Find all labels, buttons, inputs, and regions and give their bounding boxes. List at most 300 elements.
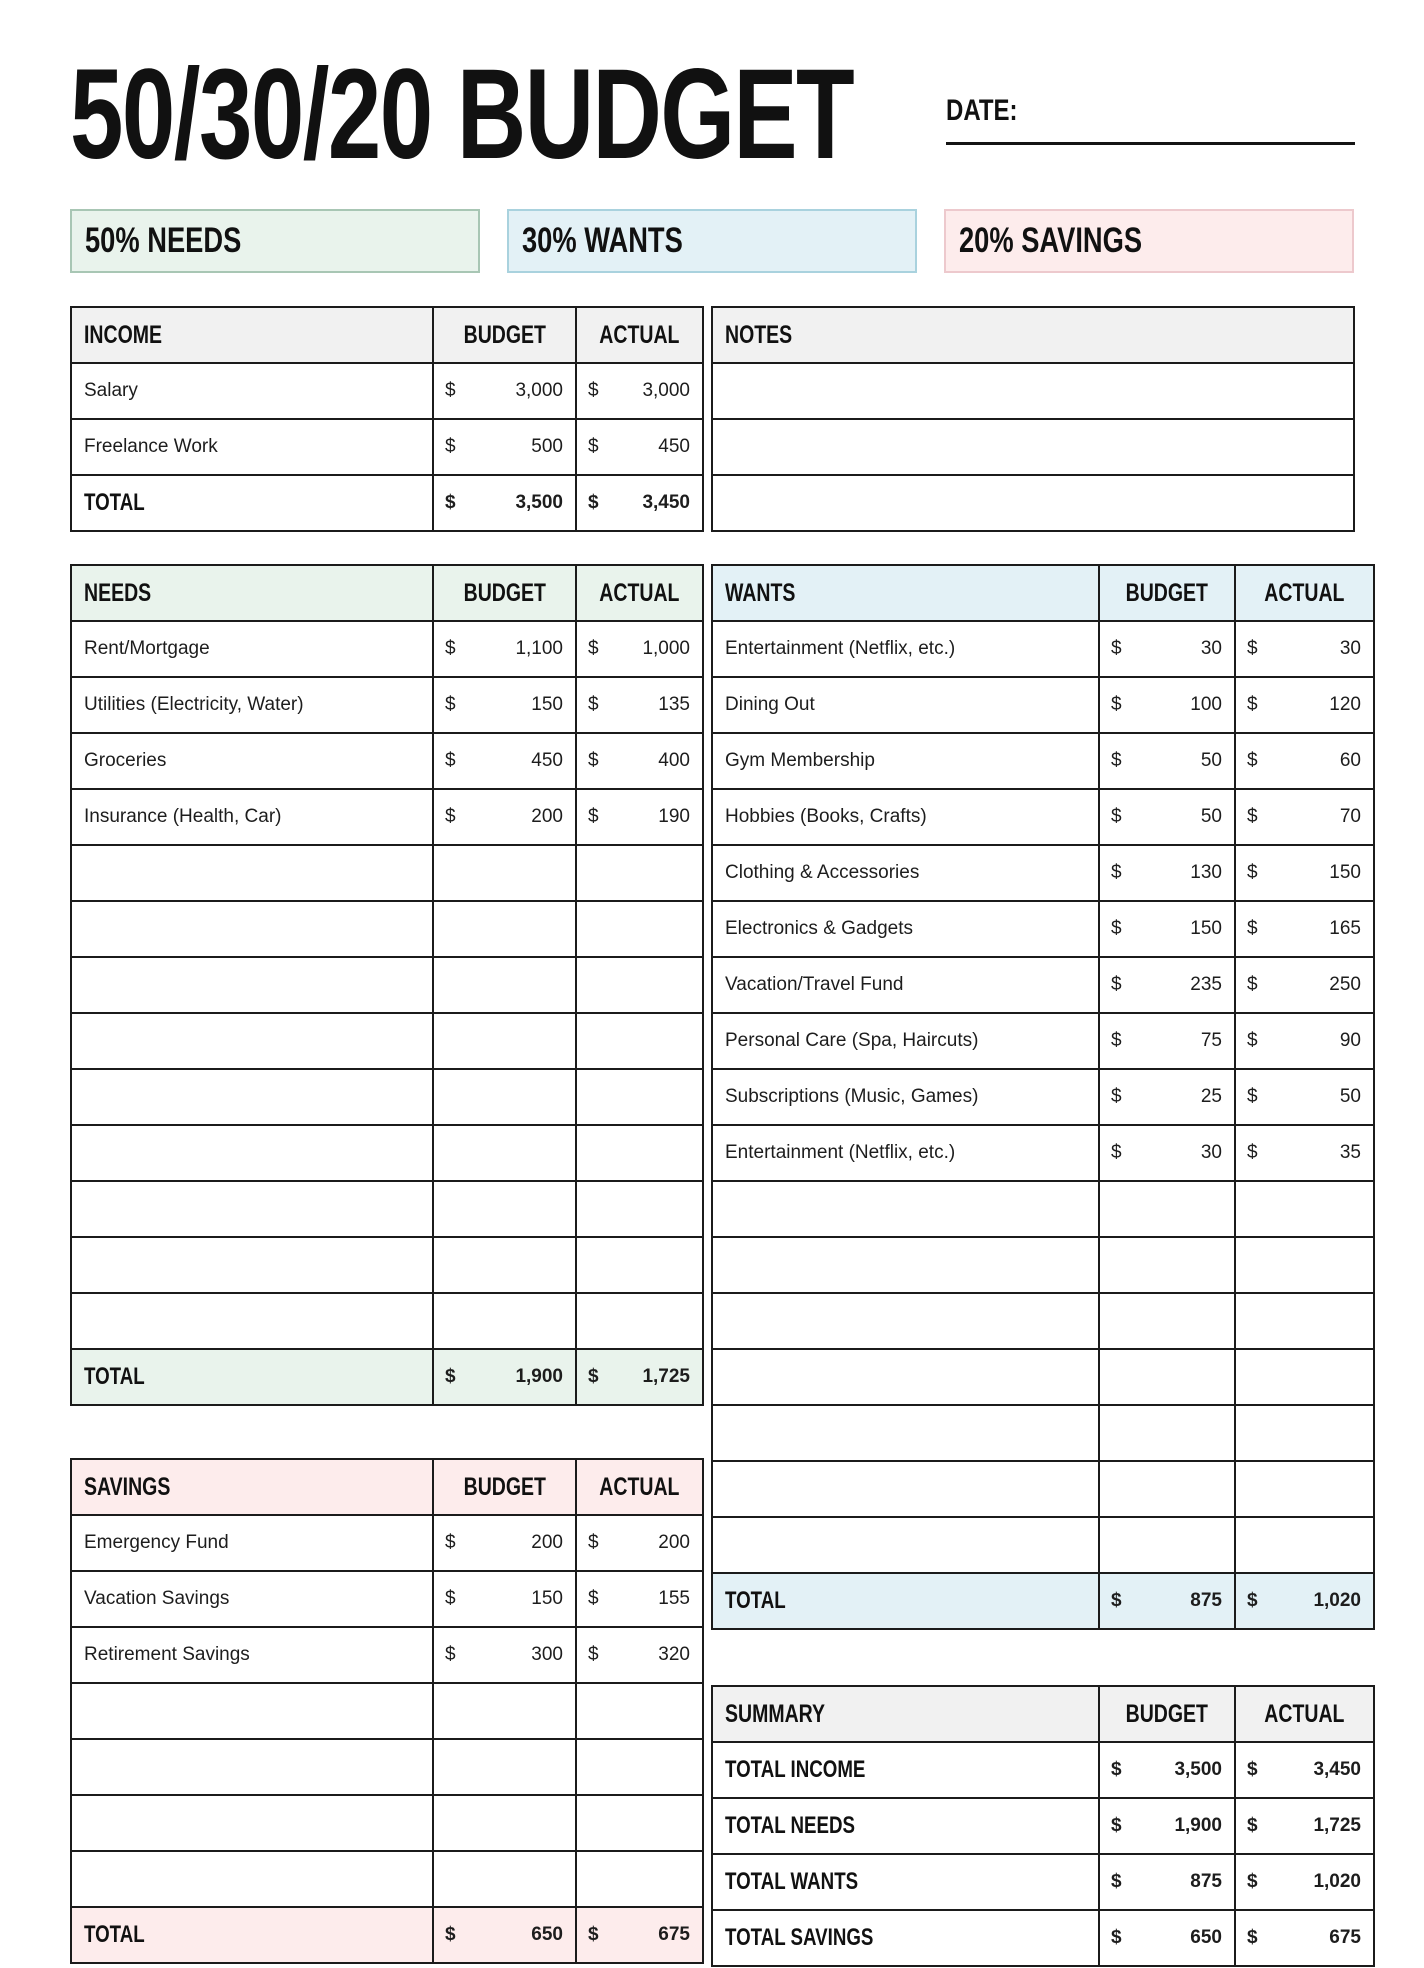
currency-symbol: $ xyxy=(445,492,456,513)
amount-value: 650 xyxy=(1190,1927,1222,1948)
amount-value: 450 xyxy=(658,436,690,457)
row-label-cell xyxy=(712,677,1099,733)
savings-badge xyxy=(944,209,1354,273)
actual-amount-cell xyxy=(576,621,703,677)
savings-badge-label: 20% SAVINGS xyxy=(959,221,1143,260)
row-label: Subscriptions (Music, Games) xyxy=(725,1086,979,1107)
amount-value: 150 xyxy=(1190,918,1222,939)
total-row xyxy=(71,475,703,531)
empty-budget-cell xyxy=(1099,1181,1235,1237)
currency-symbol: $ xyxy=(1247,1030,1258,1051)
row-label-cell xyxy=(712,901,1099,957)
data-row xyxy=(71,363,703,419)
actual-amount-cell xyxy=(1235,1013,1374,1069)
total-label-cell xyxy=(71,475,433,531)
table-header-row xyxy=(712,565,1374,621)
category-badges xyxy=(70,209,1355,273)
data-row xyxy=(71,677,703,733)
summary-label: TOTAL NEEDS xyxy=(725,1812,856,1839)
currency-symbol: $ xyxy=(588,694,599,715)
sheet-header xyxy=(70,43,1355,209)
row-label-cell xyxy=(712,789,1099,845)
empty-actual-cell xyxy=(1235,1181,1374,1237)
empty-actual-cell xyxy=(1235,1237,1374,1293)
amount-value: 75 xyxy=(1200,1030,1222,1051)
table-title: NOTES xyxy=(725,320,793,349)
currency-symbol: $ xyxy=(1247,974,1258,995)
empty-row xyxy=(712,1349,1374,1405)
actual-amount-cell xyxy=(1235,957,1374,1013)
amount-value: 1,725 xyxy=(642,1366,690,1387)
data-row xyxy=(712,733,1374,789)
empty-budget-cell xyxy=(433,1237,576,1293)
budget-amount-cell xyxy=(1099,621,1235,677)
empty-budget-cell xyxy=(433,1013,576,1069)
total-label: TOTAL xyxy=(84,1363,145,1390)
empty-label-cell xyxy=(71,1795,433,1851)
empty-actual-cell xyxy=(576,957,703,1013)
actual-amount-cell xyxy=(1235,1910,1374,1966)
row-label-cell xyxy=(71,789,433,845)
empty-actual-cell xyxy=(576,1683,703,1739)
currency-symbol: $ xyxy=(1247,1871,1258,1892)
currency-symbol: $ xyxy=(588,806,599,827)
actual-amount-cell xyxy=(576,1349,703,1405)
empty-label-cell xyxy=(712,1405,1099,1461)
budget-amount-cell xyxy=(433,363,576,419)
amount-value: 120 xyxy=(1329,694,1361,715)
currency-symbol: $ xyxy=(1247,1815,1258,1836)
budget-amount-cell xyxy=(1099,1854,1235,1910)
row-label: Vacation Savings xyxy=(84,1588,230,1609)
row-label: Retirement Savings xyxy=(84,1644,250,1665)
empty-actual-cell xyxy=(576,1013,703,1069)
date-field xyxy=(946,94,1355,145)
summary-label-cell xyxy=(712,1742,1099,1798)
amount-value: 320 xyxy=(658,1644,690,1665)
empty-label-cell xyxy=(71,1013,433,1069)
needs-badge xyxy=(70,209,480,273)
empty-row xyxy=(712,1461,1374,1517)
amount-value: 70 xyxy=(1339,806,1361,827)
currency-symbol: $ xyxy=(445,1924,456,1945)
amount-value: 1,020 xyxy=(1313,1590,1361,1611)
data-row xyxy=(71,1515,703,1571)
empty-actual-cell xyxy=(576,1069,703,1125)
budget-header: BUDGET xyxy=(463,1472,546,1501)
amount-value: 450 xyxy=(531,750,563,771)
budget-header-cell xyxy=(1099,1686,1235,1742)
empty-label-cell xyxy=(712,1181,1099,1237)
row-label-cell xyxy=(71,621,433,677)
budget-header: BUDGET xyxy=(1125,578,1209,607)
data-row xyxy=(712,901,1374,957)
total-label: TOTAL xyxy=(725,1587,786,1614)
empty-budget-cell xyxy=(1099,1293,1235,1349)
notes-empty-cell xyxy=(712,363,1354,419)
budget-amount-cell xyxy=(1099,901,1235,957)
wants-badge-label: 30% WANTS xyxy=(522,221,683,260)
summary-label: TOTAL INCOME xyxy=(725,1756,866,1783)
empty-row xyxy=(71,901,703,957)
actual-header: ACTUAL xyxy=(599,1472,680,1501)
budget-header-cell xyxy=(433,1459,576,1515)
amount-value: 30 xyxy=(1339,638,1361,659)
table-header-row xyxy=(71,1459,703,1515)
empty-row xyxy=(71,1069,703,1125)
actual-amount-cell xyxy=(576,363,703,419)
amount-value: 200 xyxy=(658,1532,690,1553)
actual-header: ACTUAL xyxy=(1264,578,1345,607)
amount-value: 150 xyxy=(531,1588,563,1609)
row-label-cell xyxy=(71,1571,433,1627)
actual-amount-cell xyxy=(1235,733,1374,789)
needs-badge-label: 50% NEEDS xyxy=(85,221,242,260)
left-column xyxy=(70,306,690,1967)
actual-amount-cell xyxy=(576,1515,703,1571)
table-title: INCOME xyxy=(84,320,162,349)
actual-amount-cell xyxy=(1235,1854,1374,1910)
date-label: DATE: xyxy=(946,94,1018,127)
empty-row xyxy=(71,1795,703,1851)
empty-row xyxy=(71,1125,703,1181)
right-column xyxy=(711,306,1361,1967)
currency-symbol: $ xyxy=(1247,694,1258,715)
empty-label-cell xyxy=(712,1517,1099,1573)
actual-amount-cell xyxy=(576,475,703,531)
empty-budget-cell xyxy=(433,1683,576,1739)
row-label-cell xyxy=(712,733,1099,789)
table-title-cell xyxy=(712,1686,1099,1742)
row-label-cell xyxy=(71,733,433,789)
currency-symbol: $ xyxy=(445,1366,456,1387)
budget-amount-cell xyxy=(433,733,576,789)
budget-amount-cell xyxy=(1099,677,1235,733)
table-header-row xyxy=(71,565,703,621)
amount-value: 200 xyxy=(531,806,563,827)
budget-header: BUDGET xyxy=(463,320,546,349)
amount-value: 100 xyxy=(1190,694,1222,715)
empty-row xyxy=(712,1293,1374,1349)
table-header-row xyxy=(712,1686,1374,1742)
amount-value: 30 xyxy=(1200,638,1222,659)
currency-symbol: $ xyxy=(445,1532,456,1553)
actual-header-cell xyxy=(576,1459,703,1515)
empty-budget-cell xyxy=(433,1739,576,1795)
summary-row xyxy=(712,1854,1374,1910)
row-label: Utilities (Electricity, Water) xyxy=(84,694,304,715)
amount-value: 1,020 xyxy=(1313,1871,1361,1892)
actual-header: ACTUAL xyxy=(1264,1699,1345,1728)
empty-budget-cell xyxy=(1099,1517,1235,1573)
budget-amount-cell xyxy=(1099,1013,1235,1069)
empty-actual-cell xyxy=(576,1795,703,1851)
row-label-cell xyxy=(712,1013,1099,1069)
amount-value: 675 xyxy=(1329,1927,1361,1948)
empty-actual-cell xyxy=(1235,1405,1374,1461)
actual-amount-cell xyxy=(576,1627,703,1683)
budget-header: BUDGET xyxy=(463,578,546,607)
empty-row xyxy=(712,1181,1374,1237)
empty-actual-cell xyxy=(1235,1293,1374,1349)
income-table xyxy=(70,306,704,532)
empty-budget-cell xyxy=(433,1293,576,1349)
wants-badge xyxy=(507,209,917,273)
row-label-cell xyxy=(71,1515,433,1571)
table-title-cell xyxy=(71,565,433,621)
empty-row xyxy=(712,363,1354,419)
actual-amount-cell xyxy=(576,419,703,475)
actual-amount-cell xyxy=(1235,901,1374,957)
amount-value: 150 xyxy=(1329,862,1361,883)
empty-row xyxy=(71,845,703,901)
amount-value: 90 xyxy=(1339,1030,1361,1051)
currency-symbol: $ xyxy=(445,436,456,457)
budget-amount-cell xyxy=(433,677,576,733)
empty-row xyxy=(712,475,1354,531)
actual-amount-cell xyxy=(1235,1125,1374,1181)
currency-symbol: $ xyxy=(588,1644,599,1665)
actual-amount-cell xyxy=(1235,789,1374,845)
budget-header-cell xyxy=(1099,565,1235,621)
empty-budget-cell xyxy=(433,901,576,957)
currency-symbol: $ xyxy=(1247,1759,1258,1780)
currency-symbol: $ xyxy=(588,638,599,659)
amount-value: 3,000 xyxy=(642,380,690,401)
actual-amount-cell xyxy=(1235,677,1374,733)
empty-label-cell xyxy=(71,1069,433,1125)
empty-label-cell xyxy=(71,1125,433,1181)
data-row xyxy=(712,1125,1374,1181)
empty-label-cell xyxy=(71,1851,433,1907)
amount-value: 3,450 xyxy=(642,492,690,513)
budget-amount-cell xyxy=(433,1627,576,1683)
empty-label-cell xyxy=(71,1683,433,1739)
actual-amount-cell xyxy=(1235,1798,1374,1854)
amount-value: 500 xyxy=(531,436,563,457)
currency-symbol: $ xyxy=(1111,1927,1122,1948)
amount-value: 130 xyxy=(1190,862,1222,883)
amount-value: 150 xyxy=(531,694,563,715)
currency-symbol: $ xyxy=(588,380,599,401)
amount-value: 50 xyxy=(1200,806,1222,827)
empty-budget-cell xyxy=(433,1795,576,1851)
empty-label-cell xyxy=(712,1461,1099,1517)
amount-value: 190 xyxy=(658,806,690,827)
empty-actual-cell xyxy=(1235,1349,1374,1405)
currency-symbol: $ xyxy=(445,1644,456,1665)
row-label-cell xyxy=(712,957,1099,1013)
budget-header-cell xyxy=(433,565,576,621)
budget-amount-cell xyxy=(1099,957,1235,1013)
budget-amount-cell xyxy=(1099,1742,1235,1798)
summary-table xyxy=(711,1685,1375,1967)
amount-value: 250 xyxy=(1329,974,1361,995)
amount-value: 35 xyxy=(1339,1142,1361,1163)
currency-symbol: $ xyxy=(445,694,456,715)
amount-value: 25 xyxy=(1200,1086,1222,1107)
amount-value: 60 xyxy=(1339,750,1361,771)
row-label: Hobbies (Books, Crafts) xyxy=(725,806,927,827)
amount-value: 1,725 xyxy=(1313,1815,1361,1836)
currency-symbol: $ xyxy=(588,1532,599,1553)
budget-amount-cell xyxy=(1099,845,1235,901)
summary-row xyxy=(712,1798,1374,1854)
savings-table xyxy=(70,1458,704,1964)
summary-label-cell xyxy=(712,1854,1099,1910)
empty-actual-cell xyxy=(1235,1517,1374,1573)
currency-symbol: $ xyxy=(588,750,599,771)
row-label-cell xyxy=(71,419,433,475)
actual-amount-cell xyxy=(1235,1573,1374,1629)
summary-row xyxy=(712,1910,1374,1966)
total-label-cell xyxy=(71,1907,433,1963)
summary-label: TOTAL SAVINGS xyxy=(725,1924,874,1951)
row-label: Emergency Fund xyxy=(84,1532,229,1553)
budget-amount-cell xyxy=(433,1515,576,1571)
currency-symbol: $ xyxy=(588,436,599,457)
budget-amount-cell xyxy=(433,475,576,531)
empty-row xyxy=(71,1237,703,1293)
empty-row xyxy=(71,1851,703,1907)
row-label: Dining Out xyxy=(725,694,815,715)
empty-budget-cell xyxy=(1099,1237,1235,1293)
currency-symbol: $ xyxy=(1247,1927,1258,1948)
page-title: 50/30/20 BUDGET xyxy=(70,43,854,186)
empty-actual-cell xyxy=(576,1293,703,1349)
actual-header-cell xyxy=(1235,1686,1374,1742)
amount-value: 1,000 xyxy=(642,638,690,659)
row-label: Clothing & Accessories xyxy=(725,862,920,883)
row-label-cell xyxy=(71,1627,433,1683)
actual-amount-cell xyxy=(576,1907,703,1963)
notes-empty-cell xyxy=(712,475,1354,531)
data-row xyxy=(71,733,703,789)
summary-label: TOTAL WANTS xyxy=(725,1868,859,1895)
currency-symbol: $ xyxy=(1111,862,1122,883)
amount-value: 650 xyxy=(531,1924,563,1945)
actual-amount-cell xyxy=(1235,1069,1374,1125)
currency-symbol: $ xyxy=(1111,638,1122,659)
amount-value: 300 xyxy=(531,1644,563,1665)
empty-row xyxy=(71,1739,703,1795)
data-row xyxy=(71,1627,703,1683)
amount-value: 3,500 xyxy=(1174,1759,1222,1780)
amount-value: 3,500 xyxy=(515,492,563,513)
budget-amount-cell xyxy=(433,1907,576,1963)
needs-table xyxy=(70,564,704,1406)
row-label: Groceries xyxy=(84,750,167,771)
budget-header: BUDGET xyxy=(1125,1699,1209,1728)
actual-amount-cell xyxy=(576,733,703,789)
empty-row xyxy=(712,419,1354,475)
currency-symbol: $ xyxy=(588,1588,599,1609)
row-label: Freelance Work xyxy=(84,436,218,457)
amount-value: 675 xyxy=(658,1924,690,1945)
empty-label-cell xyxy=(71,957,433,1013)
currency-symbol: $ xyxy=(445,750,456,771)
amount-value: 50 xyxy=(1339,1086,1361,1107)
total-row xyxy=(71,1907,703,1963)
budget-header-cell xyxy=(433,307,576,363)
table-header-row xyxy=(712,307,1354,363)
empty-budget-cell xyxy=(433,1851,576,1907)
table-title: SUMMARY xyxy=(725,1699,826,1728)
currency-symbol: $ xyxy=(1247,918,1258,939)
data-row xyxy=(712,677,1374,733)
total-row xyxy=(71,1349,703,1405)
empty-label-cell xyxy=(712,1349,1099,1405)
total-label: TOTAL xyxy=(84,1921,145,1948)
budget-amount-cell xyxy=(433,1571,576,1627)
row-label: Electronics & Gadgets xyxy=(725,918,913,939)
date-underline xyxy=(946,142,1355,145)
empty-row xyxy=(712,1517,1374,1573)
currency-symbol: $ xyxy=(1111,750,1122,771)
data-row xyxy=(712,1069,1374,1125)
empty-budget-cell xyxy=(433,1125,576,1181)
notes-table xyxy=(711,306,1355,532)
actual-amount-cell xyxy=(1235,1742,1374,1798)
budget-amount-cell xyxy=(1099,1910,1235,1966)
total-row xyxy=(712,1573,1374,1629)
budget-amount-cell xyxy=(433,789,576,845)
currency-symbol: $ xyxy=(445,380,456,401)
amount-value: 135 xyxy=(658,694,690,715)
empty-label-cell xyxy=(71,1739,433,1795)
row-label-cell xyxy=(712,1069,1099,1125)
data-row xyxy=(712,789,1374,845)
currency-symbol: $ xyxy=(1247,750,1258,771)
empty-budget-cell xyxy=(1099,1405,1235,1461)
currency-symbol: $ xyxy=(1111,974,1122,995)
currency-symbol: $ xyxy=(1111,1142,1122,1163)
budget-amount-cell xyxy=(1099,1798,1235,1854)
empty-row xyxy=(712,1405,1374,1461)
empty-row xyxy=(71,1683,703,1739)
budget-amount-cell xyxy=(1099,1573,1235,1629)
row-label: Entertainment (Netflix, etc.) xyxy=(725,638,956,659)
row-label-cell xyxy=(712,845,1099,901)
table-title-cell xyxy=(71,307,433,363)
row-label-cell xyxy=(71,677,433,733)
empty-actual-cell xyxy=(576,1739,703,1795)
empty-label-cell xyxy=(712,1237,1099,1293)
table-header-row xyxy=(71,307,703,363)
total-label-cell xyxy=(71,1349,433,1405)
currency-symbol: $ xyxy=(445,638,456,659)
table-title-cell xyxy=(712,307,1354,363)
total-label: TOTAL xyxy=(84,489,145,516)
budget-amount-cell xyxy=(1099,789,1235,845)
currency-symbol: $ xyxy=(1247,1086,1258,1107)
empty-label-cell xyxy=(712,1293,1099,1349)
empty-budget-cell xyxy=(433,1181,576,1237)
row-label-cell xyxy=(71,363,433,419)
empty-actual-cell xyxy=(1235,1461,1374,1517)
amount-value: 875 xyxy=(1190,1590,1222,1611)
empty-budget-cell xyxy=(433,1069,576,1125)
currency-symbol: $ xyxy=(1111,694,1122,715)
row-label: Entertainment (Netflix, etc.) xyxy=(725,1142,956,1163)
currency-symbol: $ xyxy=(1111,806,1122,827)
empty-budget-cell xyxy=(433,845,576,901)
wants-table xyxy=(711,564,1375,1630)
actual-header: ACTUAL xyxy=(599,320,680,349)
amount-value: 400 xyxy=(658,750,690,771)
currency-symbol: $ xyxy=(1111,1030,1122,1051)
actual-amount-cell xyxy=(1235,845,1374,901)
